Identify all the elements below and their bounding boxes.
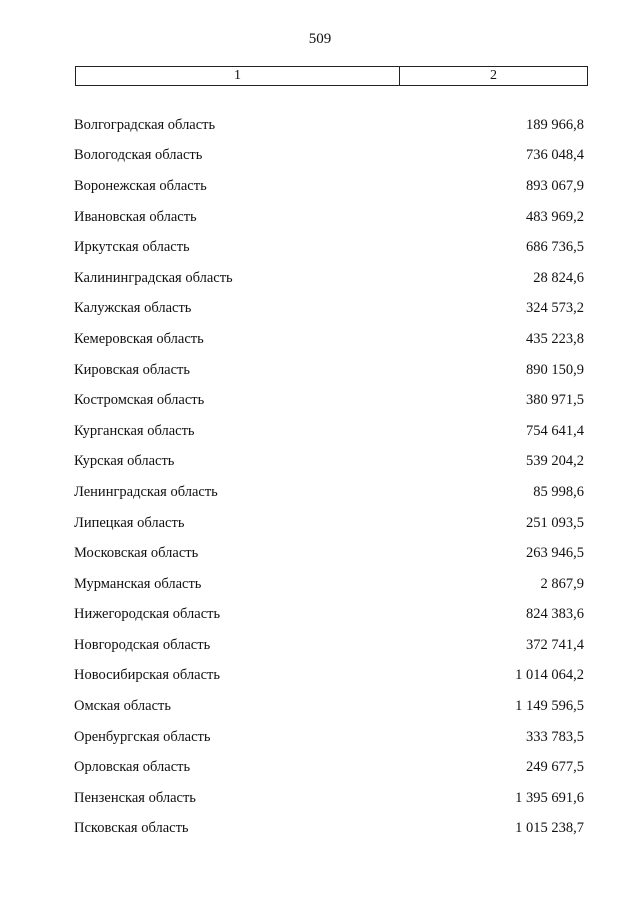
region-name: Кировская область (74, 361, 191, 378)
column-header-1: 1 (76, 67, 400, 85)
table-row (74, 324, 584, 355)
region-name: Московская область (74, 545, 199, 562)
table-row (74, 141, 584, 172)
table-row (74, 691, 584, 722)
column-header-2: 2 (490, 68, 497, 83)
table-row (74, 722, 584, 753)
region-name: Липецкая область (74, 514, 185, 531)
region-name: Оренбургская область (74, 728, 211, 745)
region-name: Волгоградская область (74, 116, 216, 133)
region-value: 736 048,4 (526, 147, 584, 164)
table-row (74, 508, 584, 539)
region-value: 890 150,9 (526, 361, 584, 378)
region-value: 483 969,2 (526, 208, 584, 225)
table-row (74, 783, 584, 814)
region-value: 249 677,5 (526, 759, 584, 776)
region-value: 333 783,5 (526, 728, 584, 745)
table-row (74, 202, 584, 233)
region-name: Кемеровская область (74, 330, 204, 347)
region-name: Орловская область (74, 759, 191, 776)
region-name: Псковская область (74, 820, 189, 837)
region-name: Калининградская область (74, 269, 233, 286)
table-row (74, 232, 584, 263)
region-value: 1 395 691,6 (515, 789, 584, 806)
table-row (74, 171, 584, 202)
table-row (74, 814, 584, 845)
region-name: Костромская область (74, 392, 205, 409)
region-name: Омская область (74, 698, 171, 715)
region-value: 324 573,2 (526, 300, 584, 317)
region-value: 1 149 596,5 (515, 698, 584, 715)
region-name: Курская область (74, 453, 175, 470)
region-name: Новгородская область (74, 636, 211, 653)
table-row (74, 416, 584, 447)
region-value: 372 741,4 (526, 636, 584, 653)
region-value: 1 015 238,7 (515, 820, 584, 837)
region-name: Калужская область (74, 300, 192, 317)
region-value: 251 093,5 (526, 514, 584, 531)
region-value: 539 204,2 (526, 453, 584, 470)
region-value: 1 014 064,2 (515, 667, 584, 684)
table-row (74, 447, 584, 478)
table-row (74, 477, 584, 508)
region-name: Вологодская область (74, 147, 203, 164)
region-value: 28 824,6 (533, 269, 584, 286)
region-value: 2 867,9 (540, 575, 584, 592)
page-number: 509 (308, 31, 332, 47)
table-row (74, 752, 584, 783)
region-name: Нижегородская область (74, 606, 221, 623)
table-row (74, 110, 584, 141)
region-value: 686 736,5 (526, 239, 584, 256)
region-name: Новосибирская область (74, 667, 220, 684)
table-row (74, 661, 584, 692)
table-row (74, 630, 584, 661)
region-value: 85 998,6 (533, 483, 584, 500)
region-value: 824 383,6 (526, 606, 584, 623)
region-value: 380 971,5 (526, 392, 584, 409)
table-row (74, 600, 584, 631)
region-value: 435 223,8 (526, 330, 584, 347)
table-row (74, 538, 584, 569)
table-body (74, 110, 584, 844)
region-name: Пензенская область (74, 789, 196, 806)
region-name: Ивановская область (74, 208, 197, 225)
region-name: Курганская область (74, 422, 195, 439)
table-row (74, 385, 584, 416)
region-name: Ленинградская область (74, 483, 218, 500)
region-value: 263 946,5 (526, 545, 584, 562)
table-row (74, 263, 584, 294)
table-row (74, 294, 584, 325)
region-value: 893 067,9 (526, 177, 584, 194)
region-name: Мурманская область (74, 575, 202, 592)
region-value: 754 641,4 (526, 422, 584, 439)
region-name: Воронежская область (74, 177, 207, 194)
region-value: 189 966,8 (526, 116, 584, 133)
table-header (75, 66, 588, 86)
table-row (74, 355, 584, 386)
table-row (74, 569, 584, 600)
region-name: Иркутская область (74, 239, 190, 256)
